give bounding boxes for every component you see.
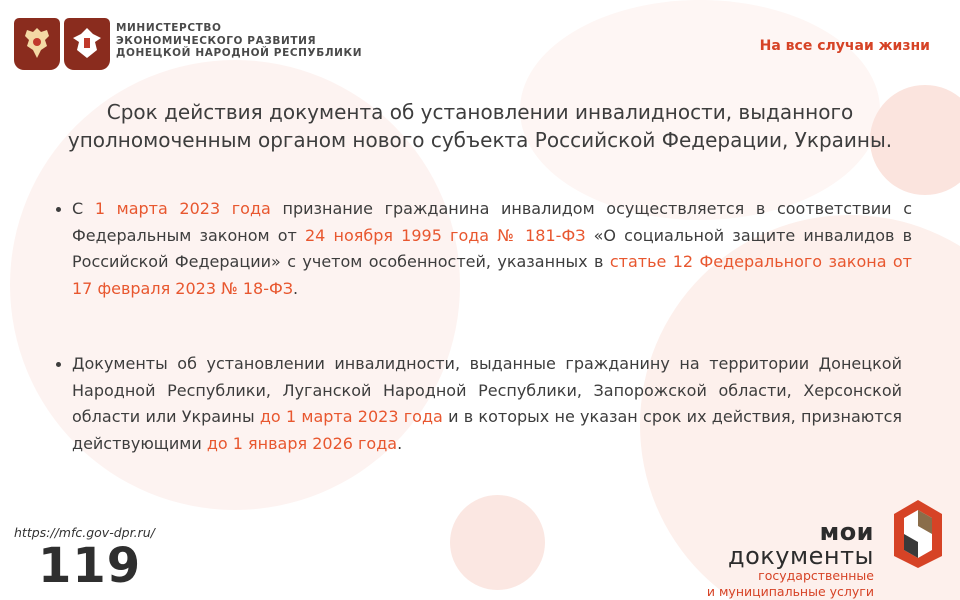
highlight-law: статье 12 Федерального закона от 17 февраля 2023 № 18-ФЗ	[72, 252, 912, 298]
brand-subtitle: и муниципальные услуги	[706, 584, 874, 599]
highlight-date: до 1 марта 2023 года	[259, 407, 443, 426]
ministry-line: ДОНЕЦКОЙ НАРОДНОЙ РЕСПУБЛИКИ	[116, 47, 363, 59]
slogan: На все случаи жизни	[759, 38, 930, 54]
moi-dokumenty-logo-icon	[892, 498, 944, 570]
brand-subtitle: государственные	[758, 568, 874, 583]
bullet-text: «О социальной защите инвалидов в Российской Федерации» с учетом особенностей, указанных в	[72, 225, 912, 271]
bullet-text: и в которых не указан срок их действия, признаются действующими	[72, 407, 903, 453]
bullet-text: С	[72, 199, 95, 218]
bullet-item	[72, 196, 912, 302]
bullet-dot-icon	[56, 362, 61, 367]
highlight-law: 24 ноября 1995 года № 181-ФЗ	[304, 225, 586, 245]
bullet-text: .	[397, 433, 403, 453]
website-link[interactable]: https://mfc.gov-dpr.ru/	[14, 525, 155, 540]
page-number: 119	[38, 538, 142, 594]
brand-line: мои	[819, 518, 874, 546]
page-title	[30, 98, 930, 154]
title-line: Срок действия документа об установлении инвалидности, выданного	[106, 100, 854, 124]
bullet-text: признание гражданина инвалидом осуществляется в соответствии с Федеральным законом от	[72, 199, 913, 245]
ministry-line: МИНИСТЕРСТВО	[116, 22, 222, 34]
background-circle	[450, 495, 545, 590]
brand-logo-text	[707, 520, 874, 600]
bullet-text: Документы об установлении инвалидности, выданные гражданину на территории Донецкой Народной Республики, Луганской Народной Республики, Запорожской области, Херсонской области или Украины	[72, 354, 902, 426]
title-line: уполномоченным органом нового субъекта Российской Федерации, Украины.	[67, 128, 893, 152]
brand-line: документы	[728, 542, 874, 570]
bullet-dot-icon	[56, 207, 61, 212]
ministry-name	[116, 22, 362, 60]
highlight-date: 1 марта 2023 года	[94, 199, 271, 218]
bullet-text: .	[293, 278, 299, 298]
russian-coat-of-arms-icon	[14, 18, 60, 70]
highlight-date: до 1 января 2026 года	[206, 433, 398, 453]
ministry-line: ЭКОНОМИЧЕСКОГО РАЗВИТИЯ	[116, 34, 317, 47]
bullet-item	[72, 351, 902, 457]
dpr-coat-of-arms-icon	[64, 18, 110, 70]
